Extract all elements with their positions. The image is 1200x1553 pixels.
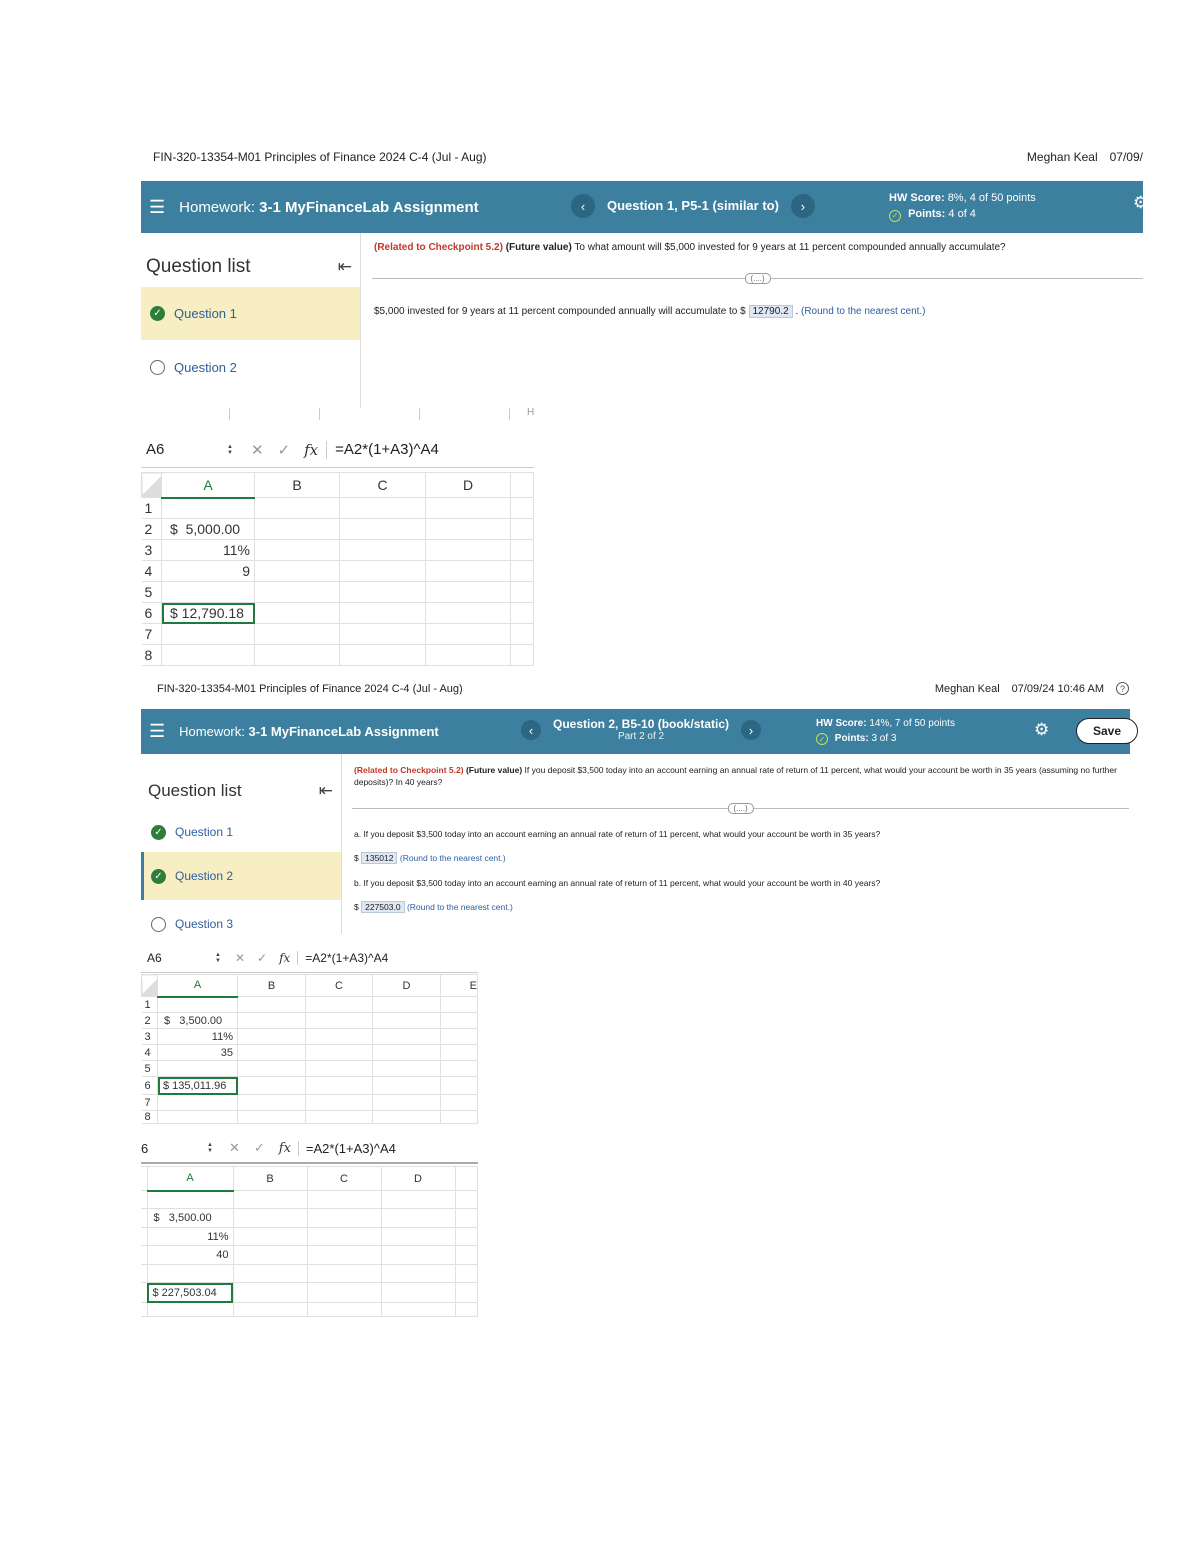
cell-a3[interactable]: 11% xyxy=(162,540,255,561)
completed-check-icon: ✓ xyxy=(150,306,165,321)
row-header-6[interactable]: 6 xyxy=(142,603,162,624)
gear-icon[interactable]: ⚙ xyxy=(1034,720,1050,739)
column-header-a[interactable]: A xyxy=(158,975,238,997)
cell-a3[interactable]: 11% xyxy=(158,1029,238,1045)
answer-input[interactable]: 12790.2 xyxy=(749,305,793,318)
formula-input[interactable]: =A2*(1+A3)^A4 xyxy=(335,441,439,458)
row-header-8[interactable]: 8 xyxy=(142,645,162,666)
check-circle-icon: ✓ xyxy=(816,733,828,745)
check-circle-icon: ✓ xyxy=(889,210,901,222)
homework-header-2 xyxy=(141,709,1130,754)
confirm-icon[interactable]: ✓ xyxy=(257,951,268,965)
formula-bar-2 xyxy=(141,944,478,973)
column-header-b[interactable]: B xyxy=(238,975,306,997)
question-list-title: Question list xyxy=(148,781,242,800)
function-icon[interactable]: fx xyxy=(279,951,298,965)
question-title: Question 2, B5-10 (book/static) Part 2 of 2 xyxy=(553,717,730,743)
question-prompt-2: (Related to Checkpoint 5.2) (Future value) If you deposit $3,500 today into an account earning an annual rate of return of 11 percent, what would your account be worth in 35 years (assuming no further deposits)? In 40 years? xyxy=(354,765,1117,788)
cell-a6-selected[interactable]: $ 135,011.96 xyxy=(158,1077,238,1095)
cell-a4[interactable]: 35 xyxy=(158,1045,238,1061)
question-title: Question 1, P5-1 (similar to) xyxy=(607,197,779,213)
confirm-icon[interactable]: ✓ xyxy=(277,441,291,459)
column-header-a[interactable]: A xyxy=(162,473,255,498)
collapse-panel-icon[interactable]: ⇤ xyxy=(318,781,333,800)
name-box-stepper-icon[interactable]: ▲ ▼ xyxy=(215,952,221,964)
row-header-5[interactable]: 5 xyxy=(142,1061,158,1077)
cell-a3[interactable]: 11% xyxy=(147,1228,233,1246)
incomplete-circle-icon xyxy=(151,917,166,932)
prev-question-button[interactable]: ‹ xyxy=(521,720,541,740)
select-all-corner[interactable] xyxy=(142,473,162,498)
cancel-icon[interactable]: ✕ xyxy=(234,951,246,965)
cell-a1[interactable] xyxy=(162,498,255,519)
formula-input[interactable]: =A2*(1+A3)^A4 xyxy=(305,1140,396,1156)
function-icon[interactable]: fx xyxy=(304,441,327,459)
row-header-2[interactable]: 2 xyxy=(142,519,162,540)
question-list-header xyxy=(141,754,341,812)
name-box-stepper-icon[interactable]: ▲ ▼ xyxy=(227,443,233,456)
column-header-d[interactable]: D xyxy=(373,975,441,997)
question-list-panel-2 xyxy=(141,754,342,934)
row-header-6[interactable]: 6 xyxy=(142,1077,158,1095)
row-header-4[interactable]: 4 xyxy=(142,1045,158,1061)
completed-check-icon: ✓ xyxy=(151,825,166,840)
gear-icon[interactable]: ⚙ xyxy=(1133,193,1149,212)
help-icon[interactable]: ? xyxy=(1116,682,1129,695)
next-question-button[interactable]: › xyxy=(791,194,815,218)
question-list-item-2[interactable]: ✓ Question 2 xyxy=(141,852,341,900)
name-box[interactable]: A6 xyxy=(146,441,165,458)
row-header-8[interactable]: 8 xyxy=(142,1111,158,1124)
name-box-stepper-icon[interactable]: ▲ ▼ xyxy=(207,1142,213,1154)
expand-button[interactable]: (....) xyxy=(727,803,753,814)
hw-score: HW Score: 14%, 7 of 50 points ✓ Points: 3 of 3 xyxy=(816,718,955,744)
course-title: FIN-320-13354-M01 Principles of Finance 2024 C-4 (Jul - Aug) xyxy=(157,682,463,695)
column-header-d[interactable]: D xyxy=(426,473,511,498)
expand-button[interactable]: (....) xyxy=(744,273,770,284)
user-name: Meghan Keal xyxy=(934,682,1000,695)
part-a-answer: $ 135012 (Round to the nearest cent.) xyxy=(354,853,506,863)
next-question-button[interactable]: › xyxy=(741,720,761,740)
question-list-header xyxy=(141,233,360,287)
column-header-d[interactable]: D xyxy=(381,1167,455,1191)
question-divider-2 xyxy=(352,804,1129,813)
menu-icon[interactable]: ☰ xyxy=(149,196,166,217)
question-list-title: Question list xyxy=(146,256,251,277)
answer-a-input[interactable]: 135012 xyxy=(361,852,397,864)
row-header-7[interactable]: 7 xyxy=(142,624,162,645)
column-header-b[interactable]: B xyxy=(255,473,340,498)
cell-a2[interactable]: $ 3,500.00 xyxy=(158,1013,238,1029)
homework-label: Homework: 3-1 MyFinanceLab Assignment xyxy=(179,724,439,739)
answer-line-1: $5,000 invested for 9 years at 11 percent compounded annually will accumulate to $ 12790.2 . (Round to the nearest cent.) xyxy=(374,306,926,317)
homework-label: Homework: 3-1 MyFinanceLab Assignment xyxy=(179,198,479,216)
menu-icon[interactable]: ☰ xyxy=(149,721,166,741)
column-header-b[interactable]: B xyxy=(233,1167,307,1191)
name-box[interactable]: A6 xyxy=(147,951,162,965)
row-header-7[interactable]: 7 xyxy=(142,1095,158,1111)
question-list-item-1[interactable]: ✓ Question 1 xyxy=(141,812,341,852)
datetime: 07/09/24 10:46 AM xyxy=(1011,682,1104,695)
row-header-1[interactable]: 1 xyxy=(142,498,162,519)
cell-a2[interactable]: $ 3,500.00 xyxy=(147,1209,233,1228)
course-title: FIN-320-13354-M01 Principles of Finance 2024 C-4 (Jul - Aug) xyxy=(153,150,487,164)
cell-a6-selected[interactable]: $ 12,790.18 xyxy=(162,603,255,624)
answer-b-input[interactable]: 227503.0 xyxy=(361,901,404,913)
cell-a2[interactable]: $ 5,000.00 xyxy=(162,519,255,540)
row-header-1[interactable]: 1 xyxy=(142,997,158,1013)
confirm-icon[interactable]: ✓ xyxy=(253,1140,265,1155)
course-title-bar-1 xyxy=(153,150,1143,164)
row-header-3[interactable]: 3 xyxy=(142,540,162,561)
part-a-prompt: a. If you deposit $3,500 today into an account earning an annual rate of return of 11 percent, what would your account be worth in 35 years? xyxy=(354,829,881,839)
incomplete-circle-icon xyxy=(150,360,165,375)
function-icon[interactable]: fx xyxy=(279,1141,299,1156)
cancel-icon[interactable]: ✕ xyxy=(250,441,264,459)
row-header-4[interactable]: 4 xyxy=(142,561,162,582)
question-nav xyxy=(571,194,815,218)
row-header-2[interactable]: 2 xyxy=(142,1013,158,1029)
question-divider-1 xyxy=(372,274,1143,283)
formula-bar-1 xyxy=(141,432,534,468)
select-all-corner[interactable] xyxy=(142,975,158,997)
cell-a4[interactable]: 9 xyxy=(162,561,255,582)
row-header-5[interactable]: 5 xyxy=(142,582,162,603)
cell-a6-selected[interactable]: $ 227,503.04 xyxy=(147,1283,233,1303)
question-prompt-1: (Related to Checkpoint 5.2) (Future value) To what amount will $5,000 invested for 9 years at 11 percent compounded annually accumulate? xyxy=(374,242,1006,253)
column-header-c[interactable]: C xyxy=(307,1167,381,1191)
question-nav xyxy=(521,718,761,742)
formula-bar-3 xyxy=(141,1134,478,1164)
sheet-column-stub xyxy=(141,408,534,422)
column-header-c[interactable]: C xyxy=(306,975,373,997)
question-list-panel-1 xyxy=(141,233,361,408)
question-list-item-3[interactable]: Question 3 xyxy=(141,900,341,948)
column-h-stub: H xyxy=(527,407,535,418)
column-header-e[interactable] xyxy=(511,473,534,498)
formula-input[interactable]: =A2*(1+A3)^A4 xyxy=(305,951,389,965)
cell-a4[interactable]: 40 xyxy=(147,1246,233,1265)
completed-check-icon: ✓ xyxy=(151,869,166,884)
homework-header-1 xyxy=(141,181,1149,233)
save-button[interactable]: Save xyxy=(1076,718,1138,744)
hw-score: HW Score: 8%, 4 of 50 points ✓ Points: 4 of 4 xyxy=(889,192,1036,220)
column-header-a[interactable]: A xyxy=(147,1167,233,1191)
question-list-item-2[interactable]: Question 2 xyxy=(141,340,360,395)
part-b-answer: $ 227503.0 (Round to the nearest cent.) xyxy=(354,902,513,912)
spreadsheet-grid-2 xyxy=(141,974,478,1124)
spreadsheet-grid-1 xyxy=(141,472,534,666)
column-header-c[interactable]: C xyxy=(340,473,426,498)
cancel-icon[interactable]: ✕ xyxy=(228,1140,240,1155)
prev-question-button[interactable]: ‹ xyxy=(571,194,595,218)
date: 07/09/ xyxy=(1109,150,1143,164)
course-title-bar-2 xyxy=(157,682,1129,695)
question-list-item-1[interactable]: ✓ Question 1 xyxy=(141,287,360,340)
column-header-e[interactable]: E xyxy=(441,975,478,997)
collapse-panel-icon[interactable]: ⇤ xyxy=(337,257,352,276)
name-box[interactable]: 6 xyxy=(141,1140,149,1156)
spreadsheet-grid-3 xyxy=(141,1166,478,1317)
row-header-3[interactable]: 3 xyxy=(142,1029,158,1045)
user-name: Meghan Keal xyxy=(1026,150,1098,164)
part-b-prompt: b. If you deposit $3,500 today into an account earning an annual rate of return of 11 percent, what would your account be worth in 40 years? xyxy=(354,878,881,888)
